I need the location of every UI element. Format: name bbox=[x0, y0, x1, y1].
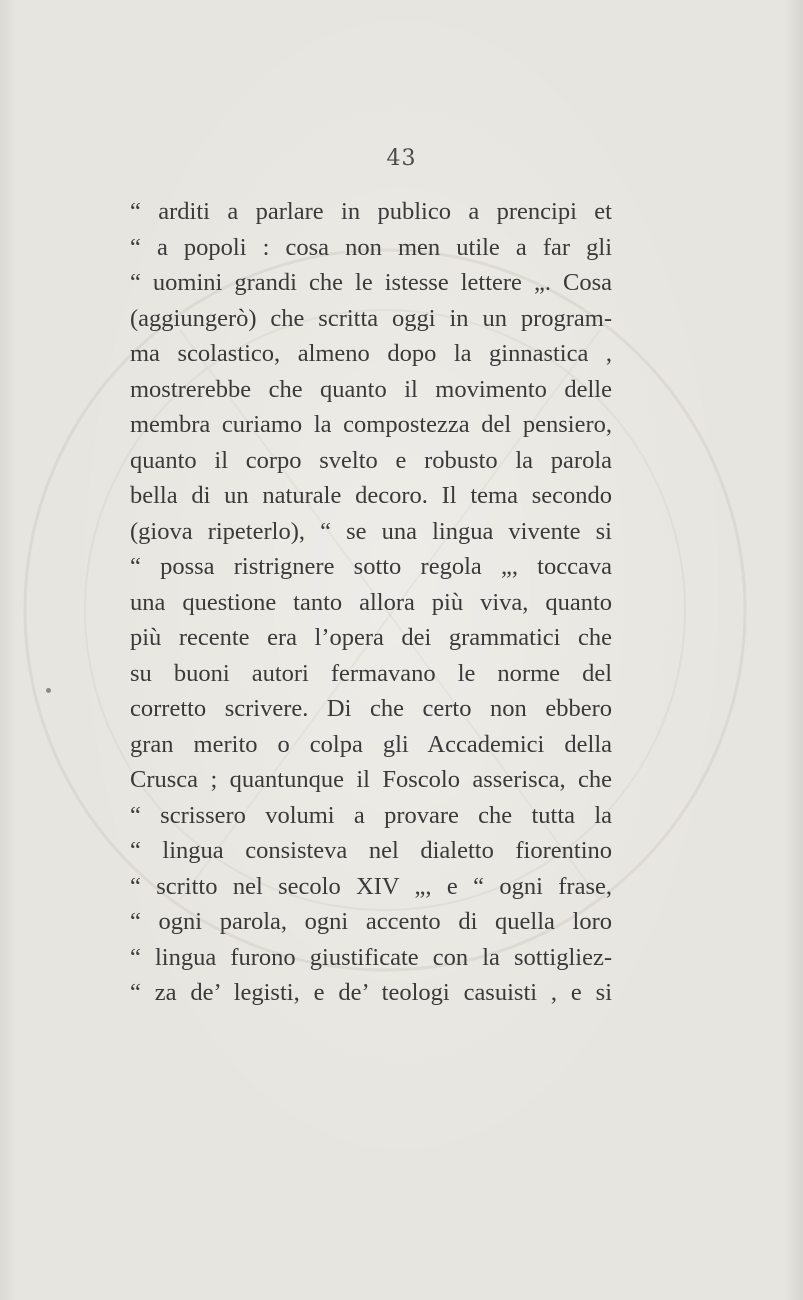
text-line: “ za de’ legisti, e de’ teologi casuisti , e si bbox=[130, 979, 612, 1006]
page-number: 43 bbox=[386, 146, 417, 171]
text-line: “ scrissero volumi a provare che tutta la bbox=[130, 801, 612, 829]
text-line: più recente era l’opera dei grammatici che bbox=[130, 624, 612, 651]
text-line: “ lingua furono giustificate con la sottigliez- bbox=[130, 943, 612, 971]
text-line: “ ogni parola, ogni accento di quella loro bbox=[130, 908, 612, 935]
text-line: “ possa ristrignere sotto regola „, toccava bbox=[130, 553, 612, 580]
text-line: quanto il corpo svelto e robusto la parola bbox=[130, 446, 612, 474]
text-line: “ a popoli : cosa non men utile a far gli bbox=[130, 233, 612, 261]
text-line: mostrerebbe che quanto il movimento delle bbox=[130, 375, 612, 403]
text-line: Crusca ; quantunque il Foscolo asserisca, che bbox=[130, 766, 612, 793]
body-text bbox=[130, 194, 612, 1011]
text-line: “ uomini grandi che le istesse lettere „. Cosa bbox=[130, 269, 612, 296]
text-line: (giova ripeterlo), “ se una lingua vivente si bbox=[130, 517, 612, 545]
text-line: corretto scrivere. Di che certo non ebbero bbox=[130, 695, 612, 722]
text-line: “ lingua consisteva nel dialetto fiorentino bbox=[130, 837, 612, 864]
text-line: “ scritto nel secolo XIV „, e “ ogni frase, bbox=[130, 872, 612, 900]
text-line: membra curiamo la compostezza del pensiero, bbox=[130, 411, 612, 438]
text-line: ma scolastico, almeno dopo la ginnastica , bbox=[130, 340, 612, 367]
text-line: su buoni autori fermavano le norme del bbox=[130, 659, 612, 687]
text-line: gran merito o colpa gli Accademici della bbox=[130, 730, 612, 758]
text-line: una questione tanto allora più viva, quanto bbox=[130, 588, 612, 616]
text-line: “ arditi a parlare in publico a prencipi et bbox=[130, 198, 612, 225]
text-line: bella di un naturale decoro. Il tema secondo bbox=[130, 482, 612, 509]
margin-dot bbox=[46, 688, 51, 693]
text-line: (aggiungerò) che scritta oggi in un program- bbox=[130, 304, 612, 332]
